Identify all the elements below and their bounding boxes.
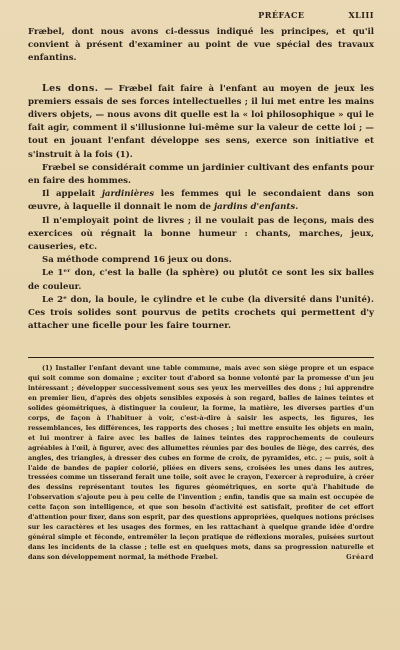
dons-heading: Les dons.: [42, 82, 99, 94]
main-text: [28, 26, 374, 333]
methode-paragraph: Sa méthode comprend 16 jeux ou dons.: [42, 255, 232, 266]
term-jardins-enfants: jardins d'enfants: [213, 202, 296, 213]
footnote: [28, 364, 374, 562]
intro-paragraph: Fræbel, dont nous avons ci-dessus indiqué les principes, et qu'il convient à présent d'examiner au point de vue spécial des travaux enfantins.: [28, 27, 374, 64]
jardinieres-paragraph: Il appelait jardinières les femmes qui le secondaient dans son œuvre, à laquelle il donnait le nom de jardins d'enfants.: [28, 189, 375, 213]
dons-paragraph: [28, 82, 374, 162]
livres-paragraph: Il n'employait point de livres ; il ne voulait pas de leçons, mais des exercices où régnait la bonne humeur : chants, marches, jeux, causeries, etc.: [28, 215, 374, 253]
second-don-paragraph: Le 2ᵉ don, la boule, le cylindre et le cube (la diversité dans l'unité). Ces trois solides sont pourvus de petits crochets qui permettent d'y attacher une ficelle pour les faire tourner.: [28, 294, 374, 332]
footnote-rule: [28, 357, 374, 358]
page-number: XLIII: [348, 10, 374, 20]
premier-don-paragraph: Le 1ᵉʳ don, c'est la balle (la sphère) ou plutôt ce sont les six balles de couleur.: [28, 268, 374, 292]
dons-paragraph-text: — Fræbel fait faire à l'enfant au moyen de jeux les premiers essais de ses forces intellectuelles ; il lui met entre les mains divers objets, — nous avons dit quelle est la « loi philosophique » qui le fait agir, comment il s'illusionne lui-même sur la valeur de cette loi ; — tout en jouant l'enfant développe ses sens, exerce son initiative et s'instruit à la fois (1).: [28, 83, 374, 160]
term-jardinieres: jardinières: [101, 189, 155, 200]
footnote-signature: Gréard: [346, 552, 374, 561]
running-head: [28, 10, 374, 26]
jardinier-paragraph: Fræbel se considérait comme un jardinier cultivant des enfants pour en faire des hommes.: [28, 162, 374, 187]
running-head-title: PRÉFACE: [258, 10, 305, 20]
footnote-text: (1) Installer l'enfant devant une table commune, mais avec son siège propre et un espace qui soit comme son domaine ; exciter tout d'abord sa bonne volonté par la promesse d'un jeu intéressant ; développer successivement sous ses yeux les merveilles des dons ; lui apprendre en premier lieu, d'après des objets sensibles exposés à son regard, balles de laines teintes et solides géométriques, à distinguer la couleur, la forme, la matière, les diverses parties d'un corps, de façon à l'habituer à voir, c'est-à-dire à saisir les aspects, les figures, les ressemblances, les différences, les rapports des choses ; lui mettre ensuite les objets en main, et lui montrer à faire avec les balles de laines teintes des rapprochements de couleurs agréables à l'œil, à figurer, avec des allumettes réunies par des boules de liège, des carrés, des angles, des triangles, à dresser des cubes en forme de croix, de pyramides, etc. ; — puis, soit à l'aide de bandes de papier colorié, pliées en divers sens, croisées les unes dans les autres, tressées comme un tisserand ferait une toile, soit avec le crayon, l'exercer à reproduire, à créer des dessins représentant toutes les figures géométriques, en sorte qu'à l'habitude de l'observation s'ajoute peu à peu celle de l'invention ; enfin, tandis que sa main est occupée de cette façon son intelligence, et que son besoin d'activité est satisfait, profiter de cet effort d'attention pour fixer, dans son esprit, par des questions appropriées, quelques notions précises sur les caractères et les usages des formes, en les rattachant à quelque grande idée d'ordre général simple et féconde, entremêler la leçon pratique de réflexions morales, puisées surtout dans les incidents de la classe ; telle est en quelques mots, dans sa progression naturelle et dans son développement normal, la méthode Fræbel. Gréard: [28, 364, 374, 561]
